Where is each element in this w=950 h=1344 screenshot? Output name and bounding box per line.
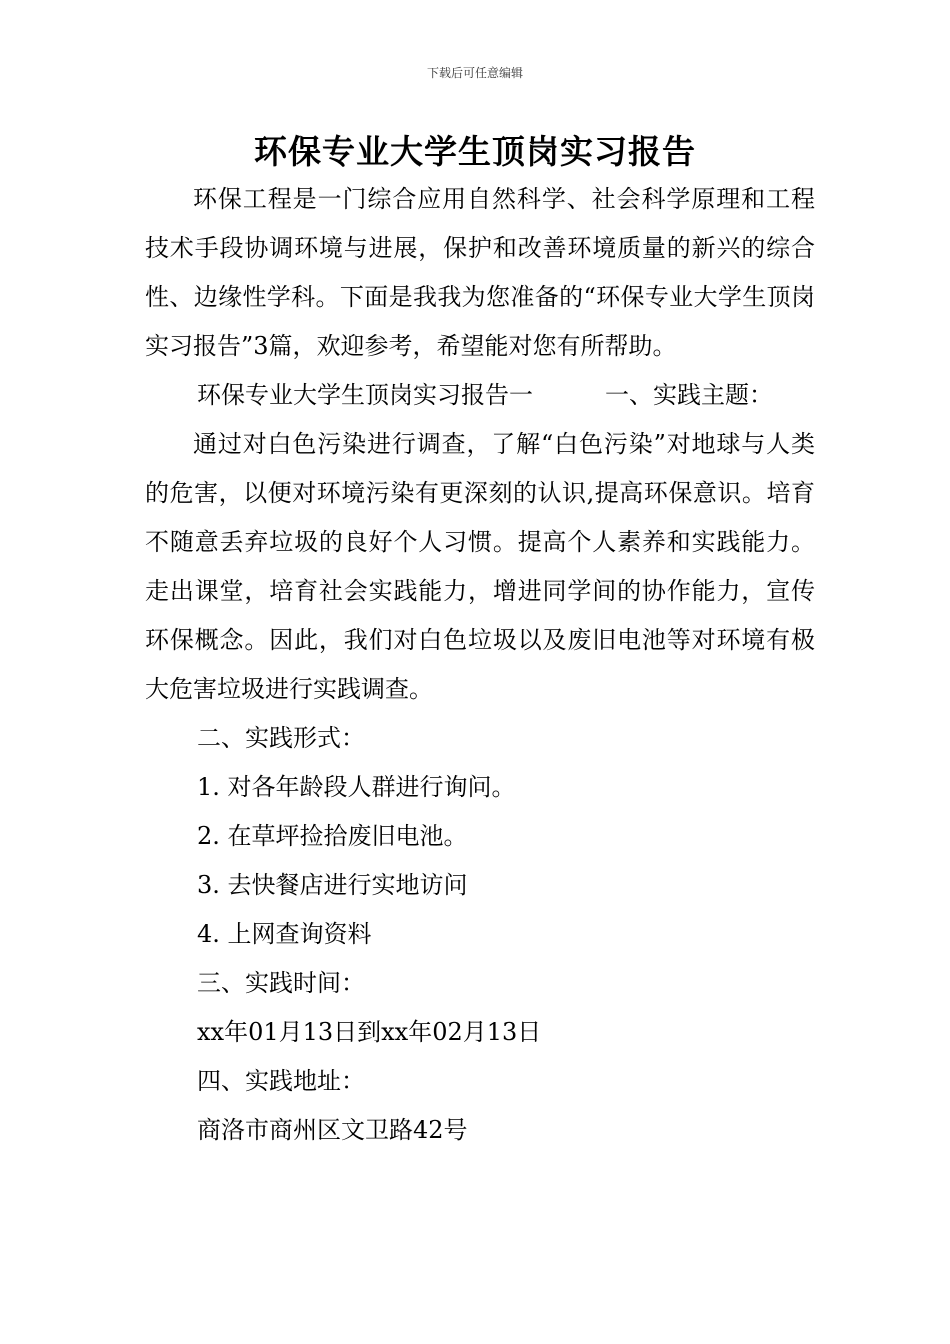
- page-title: 环保专业大学生顶岗实习报告: [254, 132, 696, 171]
- theme-paragraph: 通过对白色污染进行调查，了解“白色污染”对地球与人类的危害，以便对环境污染有更深刻的认识,提高环保意识。培育不随意丢弃垃圾的良好个人习惯。提高个人素养和实践能力。走出课堂，培育社会实践能力，增进同学间的协作能力，宣传环保概念。因此，我们对白色垃圾以及废旧电池等对环境有极大危害垃圾进行实践调查。: [145, 430, 815, 703]
- header-note: 下载后可任意编辑: [426, 66, 523, 80]
- document-body: [145, 175, 815, 1155]
- report-one-heading: 环保专业大学生顶岗实习报告一 一、实践主题：: [197, 381, 773, 409]
- intro-paragraph: 环保工程是一门综合应用自然科学、社会科学原理和工程技术手段协调环境与进展，保护和改善环境质量的新兴的综合性、边缘性学科。下面是我我为您准备的“环保专业大学生顶岗实习报告”3篇，欢迎参考，希望能对您有所帮助。: [145, 185, 815, 360]
- form-item: 3. 去快餐店进行实地访问: [197, 871, 468, 899]
- form-heading: 二、实践形式：: [197, 724, 365, 752]
- address-heading: 四、实践地址：: [197, 1067, 365, 1095]
- address-value: 商洛市商州区文卫路42号: [197, 1116, 468, 1144]
- form-item: 2. 在草坪捡拾废旧电池。: [197, 822, 468, 850]
- form-item: 1. 对各年龄段人群进行询问。: [197, 773, 516, 801]
- form-item: 4. 上网查询资料: [197, 920, 372, 948]
- time-value: xx年01月13日到xx年02月13日: [197, 1018, 542, 1046]
- time-heading: 三、实践时间：: [197, 969, 365, 997]
